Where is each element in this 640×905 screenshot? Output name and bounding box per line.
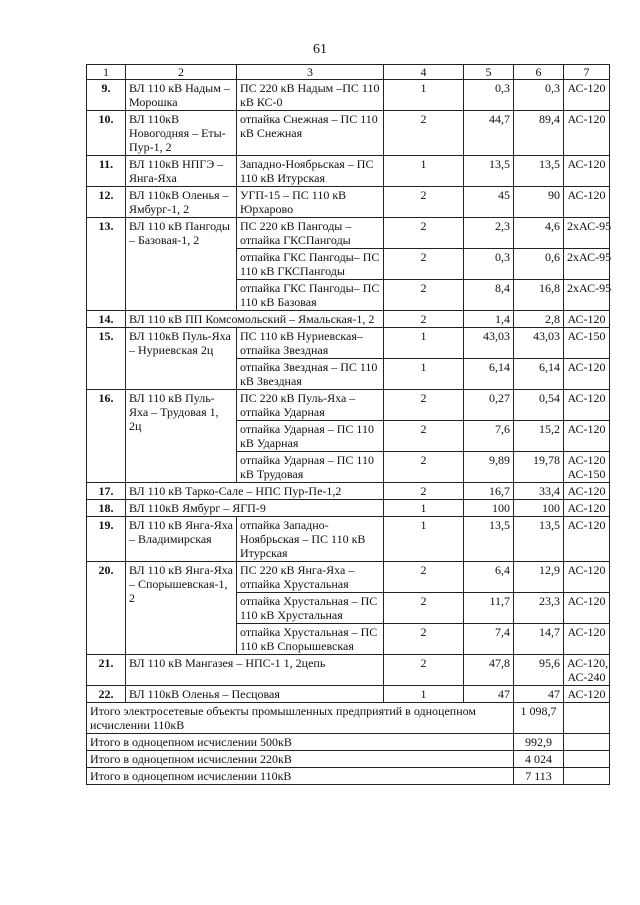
column-number: 1 bbox=[87, 65, 126, 80]
table-row bbox=[87, 156, 610, 187]
wire-type: 2хАС-95 bbox=[564, 280, 610, 311]
length-km: 11,7 bbox=[464, 593, 514, 624]
circuit-count: 1 bbox=[384, 686, 464, 703]
column-number: 2 bbox=[126, 65, 237, 80]
line-section: отпайка Звездная – ПС 110 кВ Звездная bbox=[237, 359, 384, 390]
wire-type: АС-120 bbox=[564, 593, 610, 624]
total-empty-cell bbox=[564, 734, 610, 751]
line-section: Западно-Ноябрьская – ПС 110 кВ Итурская bbox=[237, 156, 384, 187]
table-row bbox=[87, 517, 610, 562]
single-circuit-length: 47 bbox=[514, 686, 564, 703]
wire-type: АС-120 bbox=[564, 421, 610, 452]
line-section: отпайка ГКС Пангоды– ПС 110 кВ Базовая bbox=[237, 280, 384, 311]
column-number-row bbox=[87, 65, 610, 80]
circuit-count: 2 bbox=[384, 311, 464, 328]
total-label: Итого электросетевые объекты промышленных предприятий в одноцепном исчислении 110кВ bbox=[87, 703, 514, 734]
total-label: Итого в одноцепном исчислении 110кВ bbox=[87, 768, 514, 785]
total-row bbox=[87, 703, 610, 734]
circuit-count: 1 bbox=[384, 500, 464, 517]
single-circuit-length: 0,6 bbox=[514, 249, 564, 280]
single-circuit-length: 16,8 bbox=[514, 280, 564, 311]
circuit-count: 1 bbox=[384, 156, 464, 187]
wire-type: АС-120 bbox=[564, 483, 610, 500]
total-row bbox=[87, 751, 610, 768]
circuit-count: 1 bbox=[384, 328, 464, 359]
total-empty-cell bbox=[564, 751, 610, 768]
line-name: ВЛ 110кВ Оленья – Ямбург-1, 2 bbox=[126, 187, 237, 218]
length-km: 43,03 bbox=[464, 328, 514, 359]
row-number: 18. bbox=[87, 500, 126, 517]
total-empty-cell bbox=[564, 768, 610, 785]
length-km: 6,14 bbox=[464, 359, 514, 390]
line-section: отпайка Ударная – ПС 110 кВ Ударная bbox=[237, 421, 384, 452]
table-row bbox=[87, 218, 610, 249]
circuit-count: 2 bbox=[384, 111, 464, 156]
row-number: 10. bbox=[87, 111, 126, 156]
single-circuit-length: 15,2 bbox=[514, 421, 564, 452]
length-km: 16,7 bbox=[464, 483, 514, 500]
line-section: ПС 220 кВ Пуль-Яха – отпайка Ударная bbox=[237, 390, 384, 421]
circuit-count: 2 bbox=[384, 280, 464, 311]
line-name: ВЛ 110кВ Новогодняя – Еты-Пур-1, 2 bbox=[126, 111, 237, 156]
column-number: 3 bbox=[237, 65, 384, 80]
row-number: 19. bbox=[87, 517, 126, 562]
circuit-count: 2 bbox=[384, 218, 464, 249]
line-name: ВЛ 110кВ НПГЭ – Янга-Яха bbox=[126, 156, 237, 187]
length-km: 0,3 bbox=[464, 249, 514, 280]
table-row bbox=[87, 328, 610, 359]
circuit-count: 1 bbox=[384, 517, 464, 562]
row-number: 12. bbox=[87, 187, 126, 218]
line-section: ПС 220 кВ Янга-Яха – отпайка Хрустальная bbox=[237, 562, 384, 593]
line-section: отпайка Снежная – ПС 110 кВ Снежная bbox=[237, 111, 384, 156]
line-section: ПС 110 кВ Нуриевская– отпайка Звездная bbox=[237, 328, 384, 359]
total-row bbox=[87, 734, 610, 751]
table-row bbox=[87, 390, 610, 421]
total-row bbox=[87, 768, 610, 785]
line-section: отпайка Западно-Ноябрьская – ПС 110 кВ Итурская bbox=[237, 517, 384, 562]
row-number: 9. bbox=[87, 80, 126, 111]
table-row bbox=[87, 686, 610, 703]
single-circuit-length: 0,54 bbox=[514, 390, 564, 421]
single-circuit-length: 4,6 bbox=[514, 218, 564, 249]
row-number: 13. bbox=[87, 218, 126, 311]
length-km: 45 bbox=[464, 187, 514, 218]
table-row bbox=[87, 187, 610, 218]
line-name: ВЛ 110 кВ Пуль-Яха – Трудовая 1, 2ц bbox=[126, 390, 237, 483]
length-km: 1,4 bbox=[464, 311, 514, 328]
circuit-count: 2 bbox=[384, 624, 464, 655]
single-circuit-length: 89,4 bbox=[514, 111, 564, 156]
length-km: 7,6 bbox=[464, 421, 514, 452]
wire-type: АС-120 bbox=[564, 517, 610, 562]
circuit-count: 2 bbox=[384, 187, 464, 218]
single-circuit-length: 100 bbox=[514, 500, 564, 517]
length-km: 47,8 bbox=[464, 655, 514, 686]
circuit-count: 2 bbox=[384, 421, 464, 452]
single-circuit-length: 43,03 bbox=[514, 328, 564, 359]
row-number: 16. bbox=[87, 390, 126, 483]
length-km: 44,7 bbox=[464, 111, 514, 156]
circuit-count: 1 bbox=[384, 80, 464, 111]
wire-type: АС-120 bbox=[564, 500, 610, 517]
length-km: 6,4 bbox=[464, 562, 514, 593]
length-km: 100 bbox=[464, 500, 514, 517]
single-circuit-length: 6,14 bbox=[514, 359, 564, 390]
table-row bbox=[87, 500, 610, 517]
row-number: 17. bbox=[87, 483, 126, 500]
total-value: 1 098,7 bbox=[514, 703, 564, 734]
line-section: УГП-15 – ПС 110 кВ Юрхарово bbox=[237, 187, 384, 218]
wire-type: АС-120 АС-150 bbox=[564, 452, 610, 483]
row-number: 15. bbox=[87, 328, 126, 390]
line-name: ВЛ 110 кВ Надым – Морошка bbox=[126, 80, 237, 111]
circuit-count: 2 bbox=[384, 483, 464, 500]
line-name: ВЛ 110 кВ Мангазея – НПС-1 1, 2цепь bbox=[126, 655, 384, 686]
single-circuit-length: 14,7 bbox=[514, 624, 564, 655]
row-number: 11. bbox=[87, 156, 126, 187]
wire-type: АС-120, АС-240 bbox=[564, 655, 610, 686]
single-circuit-length: 2,8 bbox=[514, 311, 564, 328]
total-value: 7 113 bbox=[514, 768, 564, 785]
length-km: 0,3 bbox=[464, 80, 514, 111]
circuit-count: 2 bbox=[384, 593, 464, 624]
table-row bbox=[87, 562, 610, 593]
single-circuit-length: 13,5 bbox=[514, 156, 564, 187]
wire-type: АС-120 bbox=[564, 624, 610, 655]
total-empty-cell bbox=[564, 703, 610, 734]
row-number: 21. bbox=[87, 655, 126, 686]
column-number: 6 bbox=[514, 65, 564, 80]
row-number: 20. bbox=[87, 562, 126, 655]
line-section: ПС 220 кВ Пангоды – отпайка ГКСПангоды bbox=[237, 218, 384, 249]
total-value: 4 024 bbox=[514, 751, 564, 768]
line-section: отпайка Ударная – ПС 110 кВ Трудовая bbox=[237, 452, 384, 483]
circuit-count: 1 bbox=[384, 359, 464, 390]
wire-type: АС-120 bbox=[564, 311, 610, 328]
single-circuit-length: 90 bbox=[514, 187, 564, 218]
length-km: 8,4 bbox=[464, 280, 514, 311]
table-row bbox=[87, 311, 610, 328]
wire-type: АС-120 bbox=[564, 390, 610, 421]
power-lines-table bbox=[86, 64, 610, 785]
wire-type: АС-120 bbox=[564, 562, 610, 593]
column-number: 5 bbox=[464, 65, 514, 80]
single-circuit-length: 19,78 bbox=[514, 452, 564, 483]
wire-type: АС-120 bbox=[564, 686, 610, 703]
row-number: 14. bbox=[87, 311, 126, 328]
line-name: ВЛ 110 кВ Янга-Яха – Владимирская bbox=[126, 517, 237, 562]
line-section: отпайка Хрустальная – ПС 110 кВ Спорышевская bbox=[237, 624, 384, 655]
row-number: 22. bbox=[87, 686, 126, 703]
table-row bbox=[87, 80, 610, 111]
length-km: 9,89 bbox=[464, 452, 514, 483]
line-section: отпайка Хрустальная – ПС 110 кВ Хрустальная bbox=[237, 593, 384, 624]
line-name: ВЛ 110кВ Оленья – Песцовая bbox=[126, 686, 384, 703]
line-section: ПС 220 кВ Надым –ПС 110 кВ КС-0 bbox=[237, 80, 384, 111]
wire-type: АС-120 bbox=[564, 359, 610, 390]
line-name: ВЛ 110 кВ Пангоды – Базовая-1, 2 bbox=[126, 218, 237, 311]
page-number: 61 bbox=[313, 42, 327, 57]
line-name: ВЛ 110кВ Пуль-Яха – Нуриевская 2ц bbox=[126, 328, 237, 390]
length-km: 47 bbox=[464, 686, 514, 703]
column-number: 4 bbox=[384, 65, 464, 80]
wire-type: 2хАС-95 bbox=[564, 218, 610, 249]
circuit-count: 2 bbox=[384, 452, 464, 483]
length-km: 2,3 bbox=[464, 218, 514, 249]
single-circuit-length: 23,3 bbox=[514, 593, 564, 624]
table-row bbox=[87, 111, 610, 156]
wire-type: АС-120 bbox=[564, 187, 610, 218]
length-km: 7,4 bbox=[464, 624, 514, 655]
total-value: 992,9 bbox=[514, 734, 564, 751]
column-number: 7 bbox=[564, 65, 610, 80]
line-name: ВЛ 110кВ Ямбург – ЯГП-9 bbox=[126, 500, 384, 517]
total-label: Итого в одноцепном исчислении 500кВ bbox=[87, 734, 514, 751]
wire-type: АС-120 bbox=[564, 156, 610, 187]
circuit-count: 2 bbox=[384, 249, 464, 280]
wire-type: АС-120 bbox=[564, 111, 610, 156]
length-km: 13,5 bbox=[464, 517, 514, 562]
length-km: 13,5 bbox=[464, 156, 514, 187]
circuit-count: 2 bbox=[384, 390, 464, 421]
line-name: ВЛ 110 кВ Тарко-Сале – НПС Пур-Пе-1,2 bbox=[126, 483, 384, 500]
wire-type: АС-120 bbox=[564, 80, 610, 111]
single-circuit-length: 0,3 bbox=[514, 80, 564, 111]
table-row bbox=[87, 655, 610, 686]
wire-type: 2хАС-95 bbox=[564, 249, 610, 280]
circuit-count: 2 bbox=[384, 562, 464, 593]
circuit-count: 2 bbox=[384, 655, 464, 686]
line-name: ВЛ 110 кВ Янга-Яха – Спорышевская-1, 2 bbox=[126, 562, 237, 655]
single-circuit-length: 33,4 bbox=[514, 483, 564, 500]
wire-type: АС-150 bbox=[564, 328, 610, 359]
length-km: 0,27 bbox=[464, 390, 514, 421]
single-circuit-length: 12,9 bbox=[514, 562, 564, 593]
total-label: Итого в одноцепном исчислении 220кВ bbox=[87, 751, 514, 768]
single-circuit-length: 13,5 bbox=[514, 517, 564, 562]
line-name: ВЛ 110 кВ ПП Комсомольский – Ямальская-1, 2 bbox=[126, 311, 384, 328]
line-section: отпайка ГКС Пангоды– ПС 110 кВ ГКСПангоды bbox=[237, 249, 384, 280]
table-row bbox=[87, 483, 610, 500]
single-circuit-length: 95,6 bbox=[514, 655, 564, 686]
